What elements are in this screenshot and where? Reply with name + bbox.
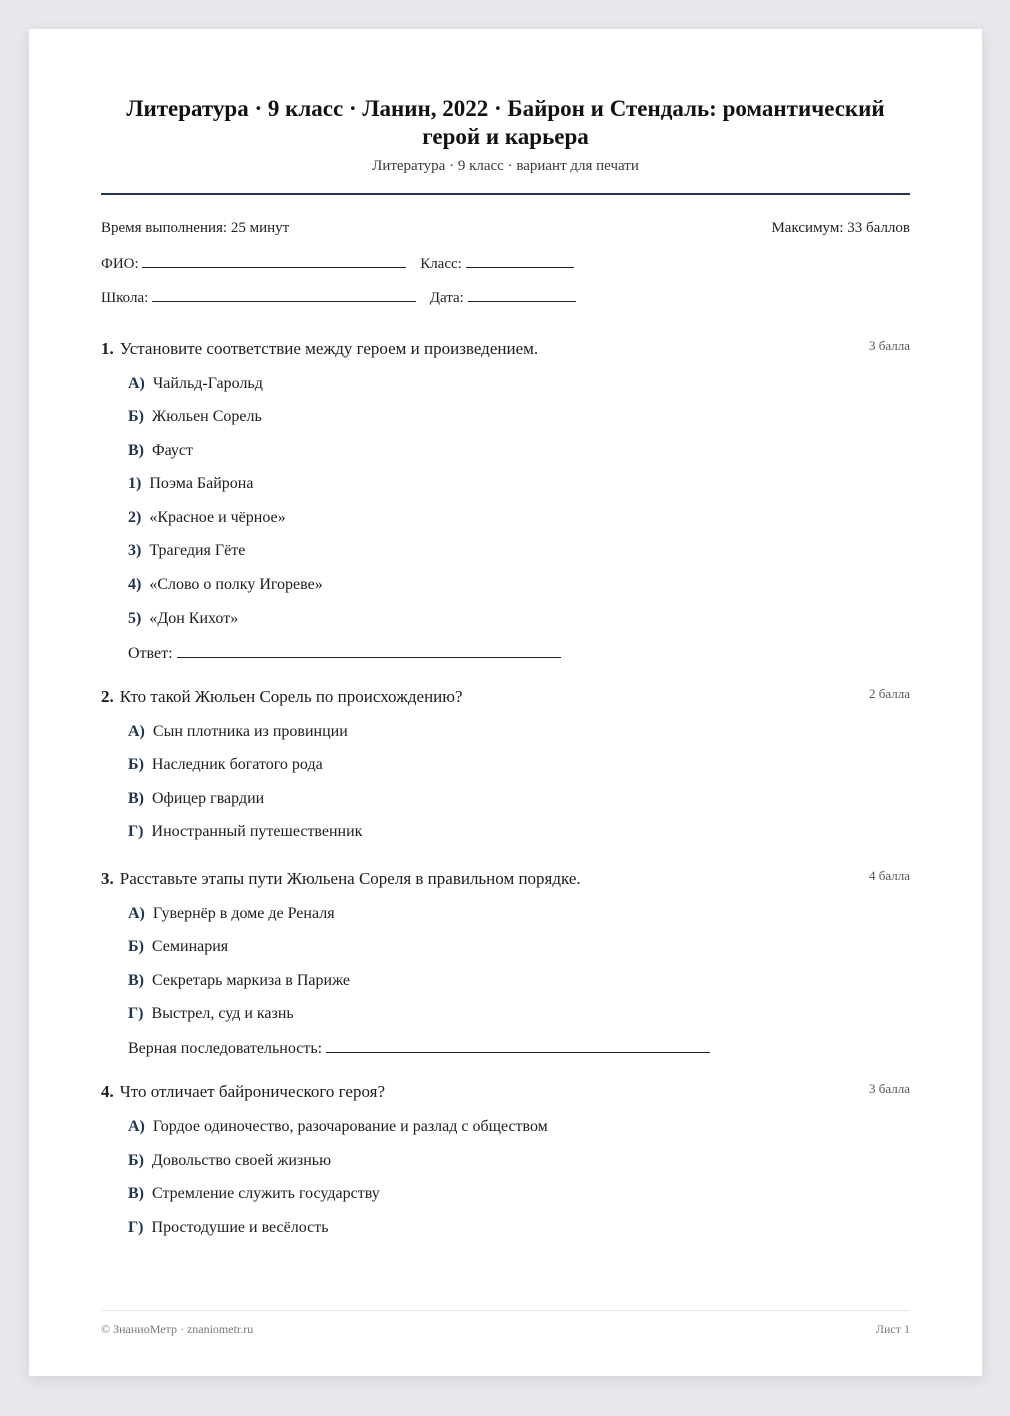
option <box>128 1151 331 1171</box>
question-points: 3 балла <box>869 1081 910 1096</box>
option-text: Офицер гвардии <box>152 790 265 807</box>
option-label: Б) <box>128 938 144 955</box>
question-number: 2. <box>101 687 114 706</box>
option-text: Фауст <box>152 442 194 459</box>
option-text: Чайльд-Гарольд <box>152 375 263 392</box>
option <box>128 575 323 595</box>
option-label: В) <box>128 1185 144 1202</box>
option-label: В) <box>128 972 144 989</box>
option <box>128 541 245 561</box>
option-label: 2) <box>128 509 142 526</box>
option-text: Жюльен Сорель <box>151 408 262 425</box>
fio-field <box>101 253 406 273</box>
option-text: Довольство своей жизнью <box>151 1152 332 1169</box>
option <box>128 1004 294 1024</box>
question-1 <box>101 338 910 662</box>
option-text: «Красное и чёрное» <box>149 509 286 526</box>
question-header <box>101 686 910 708</box>
question-text: Кто такой Жюльен Сорель по происхождению? <box>119 687 463 706</box>
option-label: Г) <box>128 823 144 840</box>
option-text: Трагедия Гёте <box>149 542 246 559</box>
student-row-2 <box>101 287 910 307</box>
answer-row <box>128 643 561 663</box>
school-input-line[interactable] <box>152 287 416 302</box>
option-label: Г) <box>128 1219 144 1236</box>
option-label: А) <box>128 1118 145 1135</box>
option-label: 4) <box>128 576 142 593</box>
page-number: Лист 1 <box>875 1322 910 1336</box>
option-label: В) <box>128 790 144 807</box>
option <box>128 789 264 809</box>
option <box>128 904 335 924</box>
option <box>128 508 286 528</box>
answer-label: Ответ: <box>128 645 173 662</box>
question-text: Расставьте этапы пути Жюльена Сореля в правильном порядке. <box>119 869 581 888</box>
option <box>128 374 263 394</box>
option-label: 1) <box>128 475 142 492</box>
worksheet-page <box>29 29 982 1376</box>
question-points: 2 балла <box>869 686 910 701</box>
option-text: «Слово о полку Игореве» <box>149 576 323 593</box>
time-limit: Время выполнения: 25 минут <box>101 220 290 236</box>
sequence-input-line[interactable] <box>326 1038 710 1053</box>
option <box>128 1218 329 1238</box>
answer-input-line[interactable] <box>177 643 561 658</box>
footer-copyright: © ЗнаниоМетр · znaniometr.ru <box>101 1322 254 1336</box>
date-label: Дата: <box>429 290 464 306</box>
question-number: 3. <box>101 869 114 888</box>
option-label: В) <box>128 442 144 459</box>
class-input-line[interactable] <box>466 253 574 268</box>
option <box>128 1117 548 1137</box>
answer-row <box>128 1038 710 1058</box>
option <box>128 822 362 842</box>
option <box>128 474 253 494</box>
question-3 <box>101 868 910 1057</box>
question-header <box>101 868 910 890</box>
option-label: Б) <box>128 756 144 773</box>
option-text: Сын плотника из провинции <box>152 723 348 740</box>
option-text: Семинария <box>151 938 229 955</box>
option <box>128 441 193 461</box>
option-text: Простодушие и весёлость <box>151 1219 329 1236</box>
option-text: «Дон Кихот» <box>149 610 239 627</box>
option-text: Наследник богатого рода <box>151 756 323 773</box>
page-footer <box>101 1322 910 1337</box>
answer-label: Верная последовательность: <box>128 1040 323 1057</box>
option <box>128 937 228 957</box>
option <box>128 407 262 427</box>
footer-divider <box>101 1310 910 1311</box>
option <box>128 755 323 775</box>
option-text: Гувернёр в доме де Реналя <box>152 905 335 922</box>
question-header <box>101 1081 910 1103</box>
option-label: Г) <box>128 1005 144 1022</box>
option <box>128 1184 380 1204</box>
page-subtitle: Литература · 9 класс · вариант для печати <box>372 158 639 174</box>
question-number: 4. <box>101 1082 114 1101</box>
date-field <box>430 287 576 307</box>
option-label: 5) <box>128 610 142 627</box>
meta-row <box>101 220 910 237</box>
option <box>128 609 238 629</box>
class-field <box>420 253 573 273</box>
question-points: 3 балла <box>869 338 910 353</box>
option <box>128 722 348 742</box>
option-text: Гордое одиночество, разочарование и разлад с обществом <box>152 1118 548 1135</box>
option-label: Б) <box>128 408 144 425</box>
question-2 <box>101 686 910 840</box>
question-header <box>101 338 910 360</box>
option-label: 3) <box>128 542 142 559</box>
option-text: Секретарь маркиза в Париже <box>152 972 351 989</box>
fio-label: ФИО: <box>101 256 139 272</box>
option-label: Б) <box>128 1152 144 1169</box>
school-label: Школа: <box>101 290 149 306</box>
option-text: Поэма Байрона <box>149 475 254 492</box>
question-points: 4 балла <box>869 868 910 883</box>
question-4 <box>101 1081 910 1236</box>
page-title: Литература · 9 класс · Ланин, 2022 · Байрон и Стендаль: романтический герой и карьера <box>126 96 885 149</box>
option-text: Выстрел, суд и казнь <box>151 1005 294 1022</box>
option-text: Стремление служить государству <box>152 1185 380 1202</box>
option-label: А) <box>128 375 145 392</box>
question-text: Что отличает байронического героя? <box>119 1082 386 1101</box>
header-divider <box>101 193 910 195</box>
max-score: Максимум: 33 баллов <box>771 220 910 236</box>
date-input-line[interactable] <box>468 287 576 302</box>
student-row-1 <box>101 253 910 273</box>
school-field <box>101 287 416 307</box>
question-number: 1. <box>101 339 114 358</box>
option-text: Иностранный путешественник <box>151 823 363 840</box>
option <box>128 971 350 991</box>
class-label: Класс: <box>420 256 462 272</box>
fio-input-line[interactable] <box>142 253 406 268</box>
option-label: А) <box>128 905 145 922</box>
option-label: А) <box>128 723 145 740</box>
question-text: Установите соответствие между героем и произведением. <box>119 339 539 358</box>
